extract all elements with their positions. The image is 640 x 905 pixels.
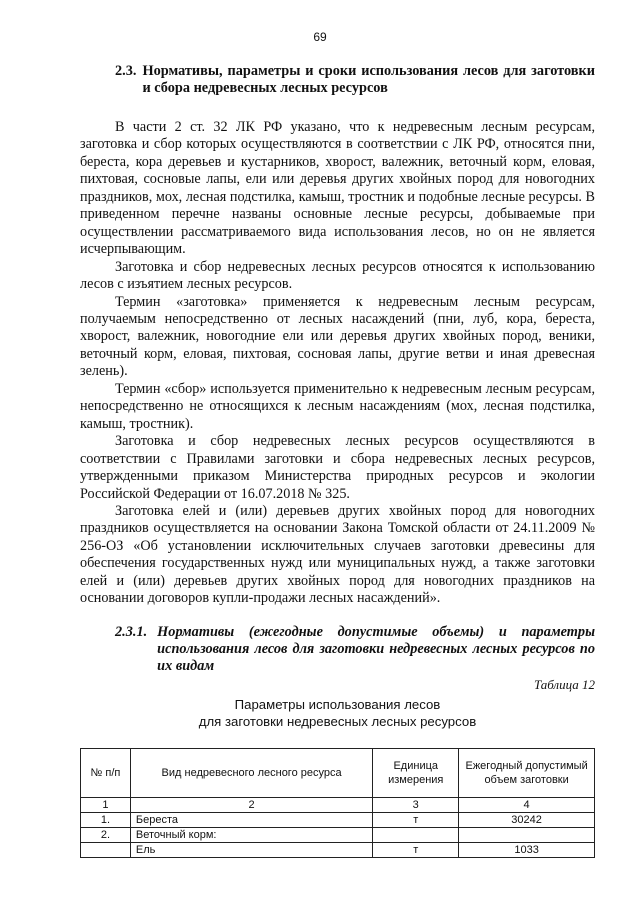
- table-caption: [80, 696, 595, 730]
- row-unit: [373, 827, 459, 842]
- table-label: Таблица 12: [533, 676, 595, 692]
- paragraph: Заготовка и сбор недревесных лесных ресурсов осуществляются в соответствии с Правилами заготовки и сбора недревесных лесных ресурсов, утвержденными приказом Министерства природных ресурсов и экологии Российской Федерации от 16.07.2018 № 325.: [80, 433, 595, 502]
- row-num: 2.: [81, 827, 131, 842]
- header-num: № п/п: [81, 748, 131, 797]
- page-number: 69: [313, 30, 327, 44]
- column-number-row: [81, 797, 595, 812]
- paragraph: Термин «заготовка» применяется к недревесным лесным ресурсам, получаемым непосредственно от лесных насаждений (пни, луб, кора, береста, хворост, валежник, новогодние ели или деревья других хвойных пород, веники, веточный корм, еловая, пихтовая, сосновая лапы, другие ветви и иная древесная зелень).: [80, 293, 595, 380]
- header-resource: Вид недревесного лесного ресурса: [130, 748, 372, 797]
- table-row: [81, 842, 595, 857]
- parameters-table: [80, 748, 595, 858]
- row-num: 1.: [81, 812, 131, 827]
- table-caption-line: для заготовки недревесных лесных ресурсов: [198, 713, 477, 729]
- row-volume: 30242: [459, 812, 595, 827]
- column-number: 4: [459, 797, 595, 812]
- subsection-heading: [80, 624, 595, 675]
- body-text: [80, 119, 595, 608]
- section-title: Нормативы, параметры и сроки использования лесов для заготовки и сбора недревесных лесных ресурсов: [142, 63, 595, 96]
- paragraph: Заготовка и сбор недревесных лесных ресурсов относятся к использованию лесов с изъятием лесных ресурсов.: [80, 258, 595, 293]
- table-header-row: [81, 748, 595, 797]
- column-number: 3: [373, 797, 459, 812]
- column-number: 2: [130, 797, 372, 812]
- subsection-title: Нормативы (ежегодные допустимые объемы) и параметры использования лесов для заготовки недревесных лесных ресурсов по их видам: [157, 623, 595, 674]
- row-unit: т: [373, 812, 459, 827]
- paragraph: Заготовка елей и (или) деревьев других хвойных пород для новогодних праздников осуществляется на основании Закона Томской области от 24.11.2009 № 256-ОЗ «Об установлении исключительных случаев заготовки древесины для обеспечения государственных нужд или муниципальных нужд, а также заготовки елей и (или) деревьев других хвойных пород для новогодних праздников на основании договоров купли-продажи лесных насаждений».: [80, 502, 595, 607]
- paragraph: Термин «сбор» используется применительно к недревесным лесным ресурсам, непосредственно не относящихся к лесным насаждениям (мох, лесная подстилка, камыш, тростник).: [80, 380, 595, 432]
- table-row: [81, 812, 595, 827]
- table-caption-line: Параметры использования лесов: [234, 696, 441, 712]
- header-volume: Ежегодный допустимый объем заготовки: [459, 748, 595, 797]
- table-row: [81, 827, 595, 842]
- column-number: 1: [81, 797, 131, 812]
- row-resource: Береста: [130, 812, 372, 827]
- row-volume: [459, 827, 595, 842]
- row-unit: т: [373, 842, 459, 857]
- header-unit: Единица измерения: [373, 748, 459, 797]
- row-resource: Веточный корм:: [130, 827, 372, 842]
- section-number: 2.3.: [115, 63, 137, 79]
- row-resource: Ель: [130, 842, 372, 857]
- paragraph: В части 2 ст. 32 ЛК РФ указано, что к недревесным лесным ресурсам, заготовка и сбор которых осуществляются в соответствии с ЛК РФ, относятся пни, береста, кора деревьев и кустарников, хворост, валежник, веточный корм, еловая, пихтовая, сосновые лапы, ели или деревья других хвойных пород для новогодних праздников, мох, лесная подстилка, камыш, тростник и подобные лесные ресурсы. В приведенном перечне названы основные лесные ресурсы, добываемые при осуществлении рассматриваемого вида использования лесов, но он не является исчерпывающим.: [80, 119, 595, 258]
- document-body: [80, 63, 595, 858]
- row-volume: 1033: [459, 842, 595, 857]
- section-heading: [80, 63, 595, 97]
- subsection-number: 2.3.1.: [115, 623, 148, 640]
- row-num: [81, 842, 131, 857]
